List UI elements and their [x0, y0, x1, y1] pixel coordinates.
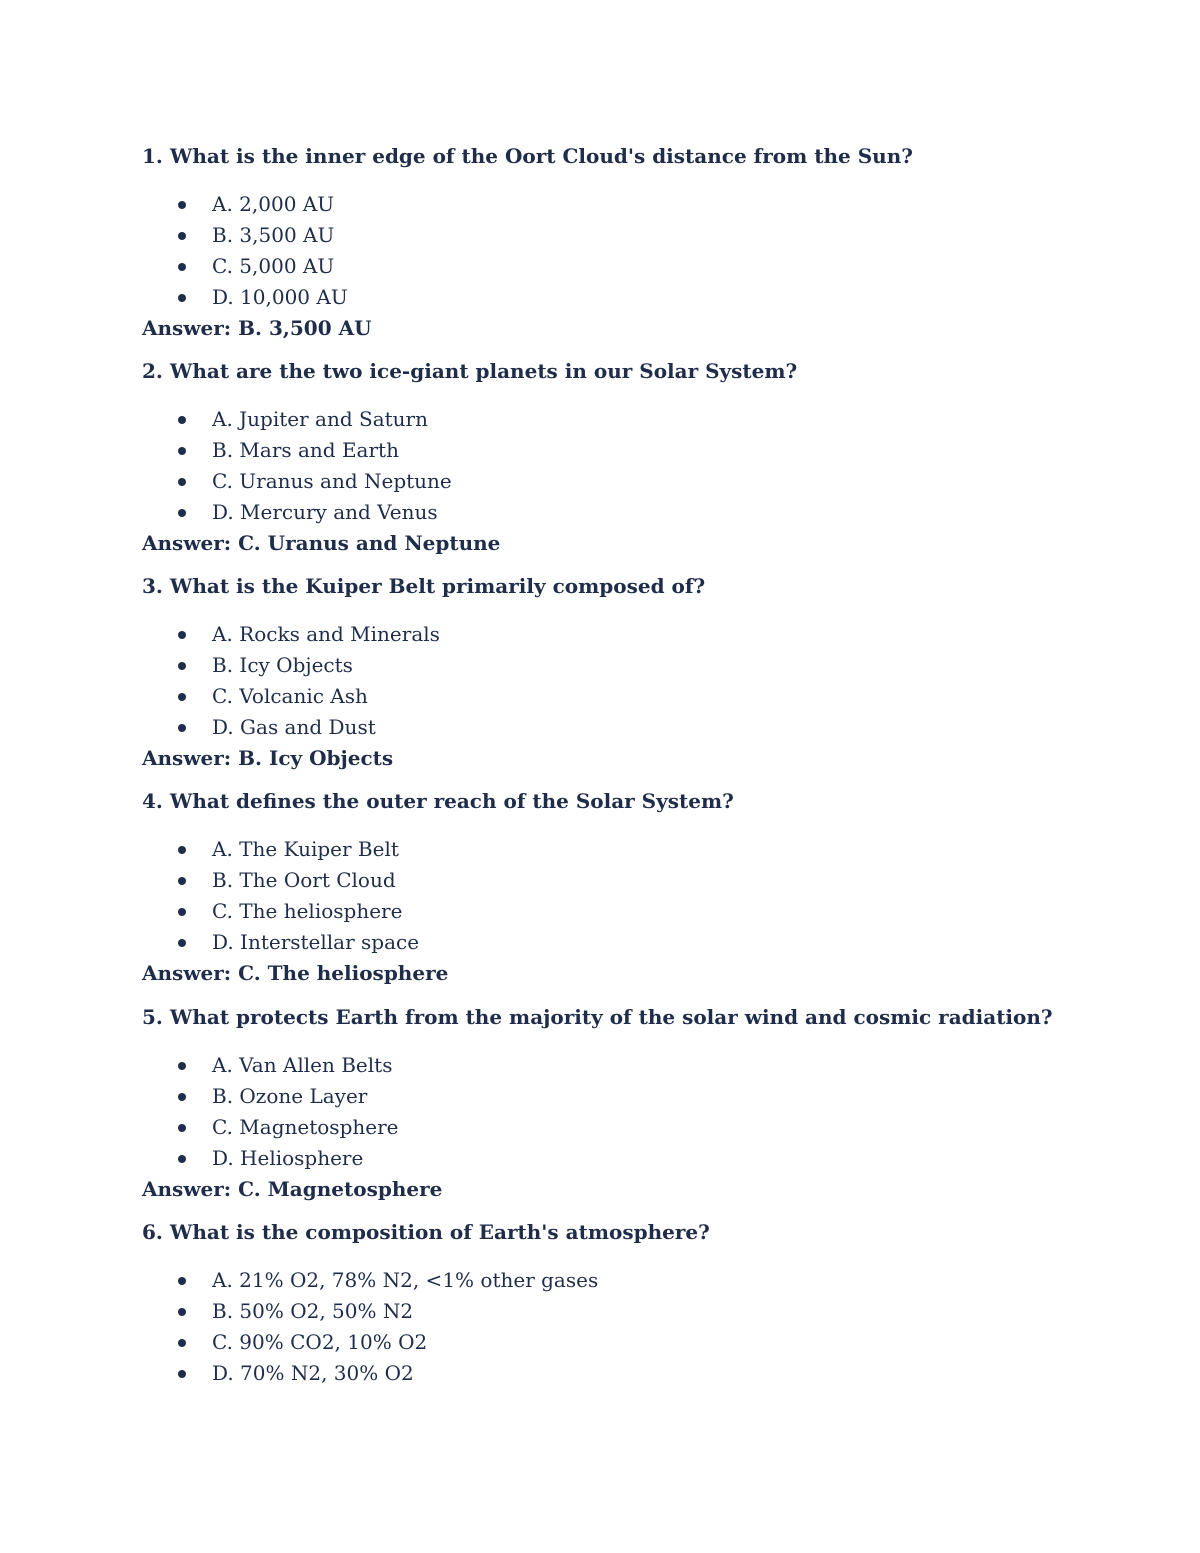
- answer-line: [142, 528, 1102, 558]
- option-item: [142, 1358, 1102, 1389]
- bullet-icon: [178, 416, 186, 424]
- question-title: [142, 1219, 1102, 1245]
- option-text: D. Gas and Dust: [212, 715, 376, 739]
- option-item: [142, 1143, 1102, 1174]
- options-list: [142, 404, 1102, 528]
- answer-line: [142, 313, 1102, 343]
- bullet-icon: [178, 1277, 186, 1285]
- question-5: [142, 1004, 1102, 1201]
- option-item: [142, 1265, 1102, 1296]
- question-title: [142, 143, 1102, 169]
- options-list: [142, 1265, 1102, 1389]
- option-item: [142, 896, 1102, 927]
- answer-text: B. Icy Objects: [238, 746, 394, 770]
- question-text: What is the Kuiper Belt primarily composed of?: [169, 574, 706, 598]
- question-number: 4.: [142, 789, 163, 813]
- option-item: [142, 927, 1102, 958]
- bullet-icon: [178, 1370, 186, 1378]
- question-number: 3.: [142, 574, 163, 598]
- answer-line: [142, 958, 1102, 988]
- option-text: D. Interstellar space: [212, 930, 420, 954]
- option-text: A. The Kuiper Belt: [212, 837, 399, 861]
- option-text: C. Volcanic Ash: [212, 684, 368, 708]
- question-text: What defines the outer reach of the Solar System?: [169, 789, 734, 813]
- option-item: [142, 189, 1102, 220]
- options-list: [142, 189, 1102, 313]
- bullet-icon: [178, 908, 186, 916]
- option-text: B. Mars and Earth: [212, 438, 399, 462]
- question-6: [142, 1219, 1102, 1385]
- option-item: [142, 1081, 1102, 1112]
- option-text: B. 3,500 AU: [212, 223, 335, 247]
- option-item: [142, 220, 1102, 251]
- question-3: [142, 573, 1102, 770]
- option-text: D. 10,000 AU: [212, 285, 348, 309]
- option-item: [142, 497, 1102, 528]
- options-list: [142, 834, 1102, 958]
- option-text: C. 90% CO2, 10% O2: [212, 1330, 428, 1354]
- bullet-icon: [178, 294, 186, 302]
- option-text: A. 2,000 AU: [212, 192, 335, 216]
- question-text: What are the two ice-giant planets in our Solar System?: [169, 359, 798, 383]
- option-item: [142, 466, 1102, 497]
- question-title: [142, 1004, 1102, 1030]
- option-item: [142, 435, 1102, 466]
- answer-label: Answer:: [142, 1177, 232, 1201]
- answer-text: C. Uranus and Neptune: [238, 531, 501, 555]
- bullet-icon: [178, 631, 186, 639]
- answer-label: Answer:: [142, 531, 232, 555]
- question-title: [142, 573, 1102, 599]
- question-title: [142, 788, 1102, 814]
- option-item: [142, 712, 1102, 743]
- option-text: B. Ozone Layer: [212, 1084, 368, 1108]
- bullet-icon: [178, 478, 186, 486]
- bullet-icon: [178, 662, 186, 670]
- option-item: [142, 650, 1102, 681]
- option-text: B. The Oort Cloud: [212, 868, 396, 892]
- option-item: [142, 1112, 1102, 1143]
- option-text: D. Mercury and Venus: [212, 500, 438, 524]
- bullet-icon: [178, 1308, 186, 1316]
- answer-line: [142, 1174, 1102, 1204]
- answer-label: Answer:: [142, 746, 232, 770]
- question-4: [142, 788, 1102, 985]
- options-list: [142, 619, 1102, 743]
- option-item: [142, 282, 1102, 313]
- bullet-icon: [178, 1062, 186, 1070]
- bullet-icon: [178, 1339, 186, 1347]
- bullet-icon: [178, 877, 186, 885]
- question-text: What is the inner edge of the Oort Cloud's distance from the Sun?: [169, 144, 913, 168]
- bullet-icon: [178, 201, 186, 209]
- question-number: 6.: [142, 1220, 163, 1244]
- option-item: [142, 1327, 1102, 1358]
- bullet-icon: [178, 724, 186, 732]
- question-text: What is the composition of Earth's atmosphere?: [169, 1220, 710, 1244]
- options-list: [142, 1050, 1102, 1174]
- answer-label: Answer:: [142, 316, 232, 340]
- bullet-icon: [178, 846, 186, 854]
- option-item: [142, 619, 1102, 650]
- option-item: [142, 1296, 1102, 1327]
- answer-text: B. 3,500 AU: [238, 316, 372, 340]
- option-text: D. Heliosphere: [212, 1146, 364, 1170]
- bullet-icon: [178, 232, 186, 240]
- question-title: [142, 358, 1102, 384]
- bullet-icon: [178, 1155, 186, 1163]
- option-item: [142, 404, 1102, 435]
- option-text: C. Magnetosphere: [212, 1115, 399, 1139]
- answer-line: [142, 743, 1102, 773]
- option-item: [142, 834, 1102, 865]
- option-text: D. 70% N2, 30% O2: [212, 1361, 414, 1385]
- question-text: What protects Earth from the majority of the solar wind and cosmic radiation?: [169, 1005, 1053, 1029]
- bullet-icon: [178, 693, 186, 701]
- bullet-icon: [178, 447, 186, 455]
- option-text: A. 21% O2, 78% N2, <1% other gases: [212, 1268, 599, 1292]
- option-text: B. Icy Objects: [212, 653, 353, 677]
- option-text: C. 5,000 AU: [212, 254, 335, 278]
- option-item: [142, 865, 1102, 896]
- option-item: [142, 681, 1102, 712]
- question-number: 5.: [142, 1005, 163, 1029]
- option-text: C. The heliosphere: [212, 899, 403, 923]
- bullet-icon: [178, 1093, 186, 1101]
- answer-text: C. Magnetosphere: [238, 1177, 443, 1201]
- question-2: [142, 358, 1102, 555]
- bullet-icon: [178, 263, 186, 271]
- bullet-icon: [178, 509, 186, 517]
- option-text: A. Rocks and Minerals: [212, 622, 440, 646]
- question-1: [142, 143, 1102, 340]
- option-text: A. Jupiter and Saturn: [212, 407, 428, 431]
- answer-text: C. The heliosphere: [238, 961, 449, 985]
- option-item: [142, 251, 1102, 282]
- question-number: 1.: [142, 144, 163, 168]
- bullet-icon: [178, 1124, 186, 1132]
- option-text: B. 50% O2, 50% N2: [212, 1299, 414, 1323]
- bullet-icon: [178, 939, 186, 947]
- option-item: [142, 1050, 1102, 1081]
- option-text: A. Van Allen Belts: [212, 1053, 393, 1077]
- question-number: 2.: [142, 359, 163, 383]
- answer-label: Answer:: [142, 961, 232, 985]
- option-text: C. Uranus and Neptune: [212, 469, 452, 493]
